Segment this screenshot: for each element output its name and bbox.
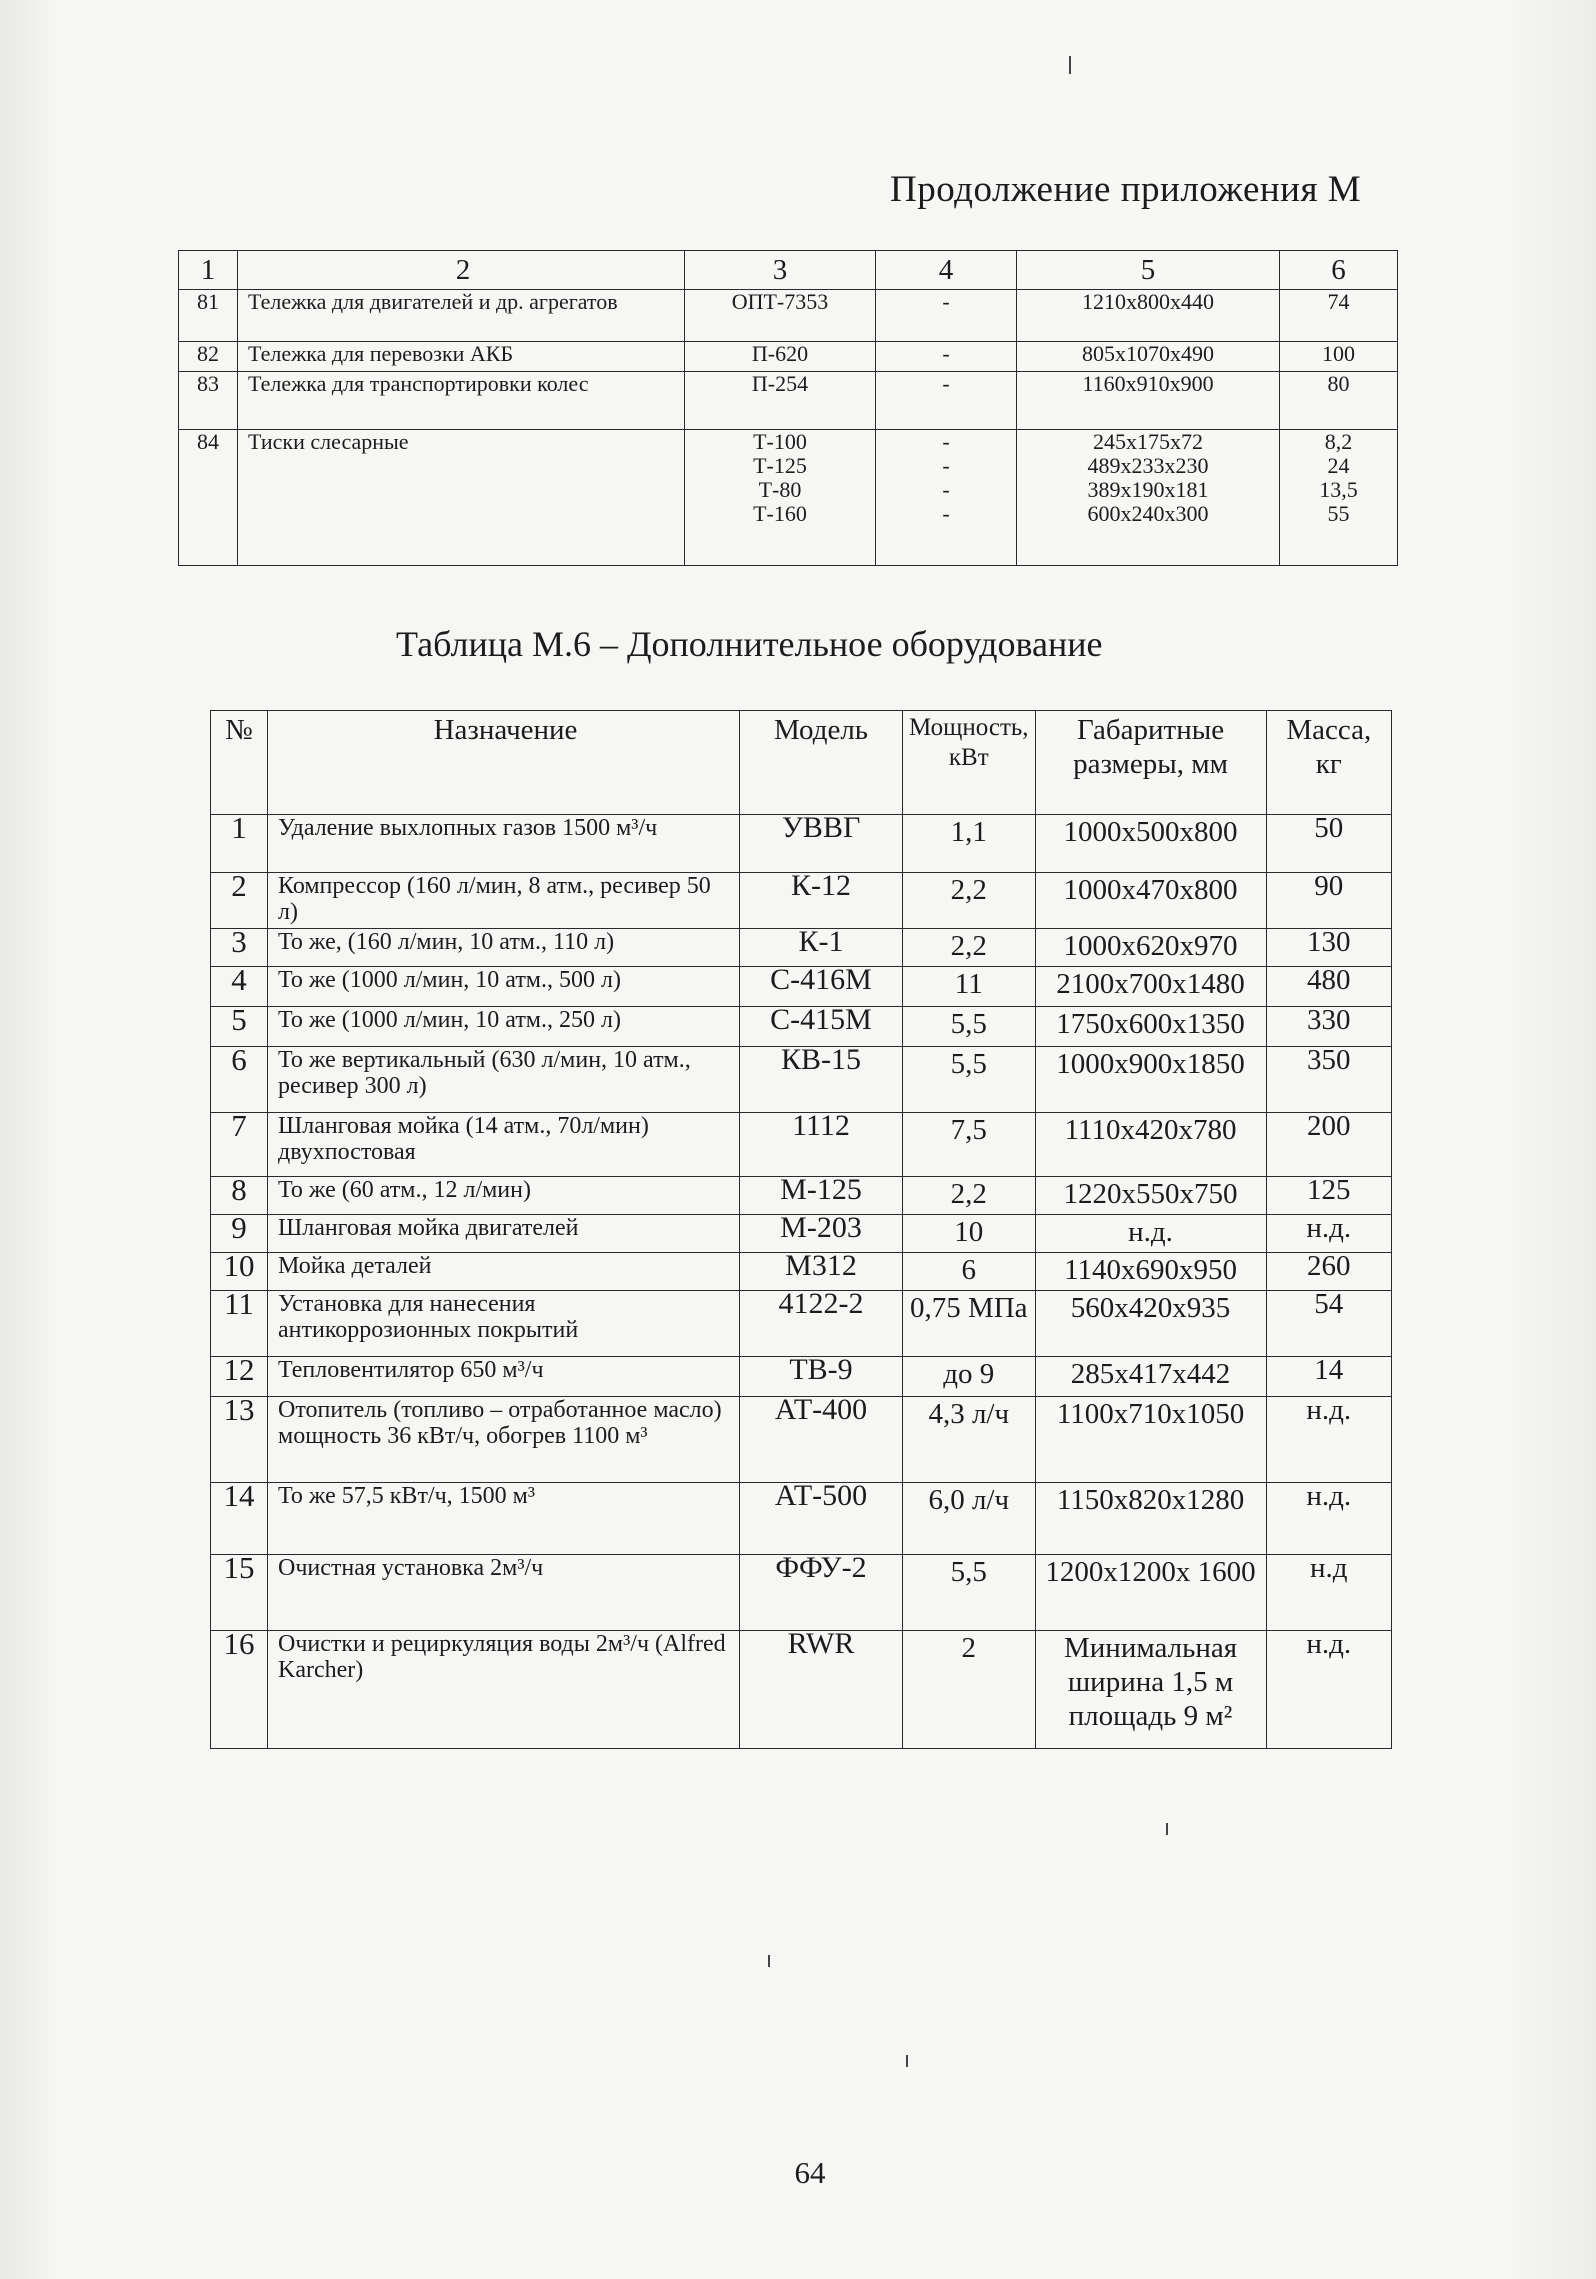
equipment-model: КВ-15 bbox=[740, 1047, 903, 1113]
header-model: Модель bbox=[740, 711, 903, 815]
table-row bbox=[211, 1007, 1392, 1047]
table-row bbox=[211, 1357, 1392, 1397]
equipment-model: К-1 bbox=[740, 929, 903, 967]
equipment-purpose: То же (60 атм., 12 л/мин) bbox=[268, 1177, 740, 1215]
equipment-power: - bbox=[942, 429, 950, 454]
table-row bbox=[211, 1253, 1392, 1291]
table-row bbox=[211, 967, 1392, 1007]
equipment-power-list bbox=[876, 430, 1017, 566]
equipment-model: С-415М bbox=[740, 1007, 903, 1047]
header-dimensions: Габаритные размеры, мм bbox=[1035, 711, 1266, 815]
equipment-purpose: Очистки и рециркуляция воды 2м³/ч (Alfred Karcher) bbox=[268, 1631, 740, 1749]
equipment-name: Тиски слесарные bbox=[238, 430, 685, 566]
equipment-model: RWR bbox=[740, 1631, 903, 1749]
header-purpose: Назначение bbox=[268, 711, 740, 815]
additional-equipment-table bbox=[210, 710, 1392, 1749]
equipment-dimensions: 1200х1200х 1600 bbox=[1035, 1555, 1266, 1631]
equipment-dimensions: 489х233х230 bbox=[1087, 453, 1209, 478]
equipment-power: 11 bbox=[903, 967, 1036, 1007]
equipment-dimensions: 245х175х72 bbox=[1093, 429, 1203, 454]
equipment-name: Тележка для двигателей и др. агрегатов bbox=[238, 290, 685, 342]
equipment-mass: н.д. bbox=[1266, 1483, 1391, 1555]
equipment-model: М-203 bbox=[740, 1215, 903, 1253]
row-number: 14 bbox=[211, 1483, 268, 1555]
equipment-model: 1112 bbox=[740, 1113, 903, 1177]
equipment-power: 6 bbox=[903, 1253, 1036, 1291]
table-header-row bbox=[211, 711, 1392, 815]
equipment-model: Т-100 bbox=[753, 429, 807, 454]
row-number: 10 bbox=[211, 1253, 268, 1291]
equipment-purpose: Отопитель (топливо – отработанное масло) мощность 36 кВт/ч, обогрев 1100 м³ bbox=[268, 1397, 740, 1483]
equipment-purpose: То же 57,5 кВт/ч, 1500 м³ bbox=[268, 1483, 740, 1555]
equipment-purpose: Очистная установка 2м³/ч bbox=[268, 1555, 740, 1631]
row-number: 84 bbox=[179, 430, 238, 566]
equipment-model: Т-125 bbox=[753, 453, 807, 478]
equipment-model: М-125 bbox=[740, 1177, 903, 1215]
equipment-mass: 125 bbox=[1266, 1177, 1391, 1215]
equipment-dimensions: 1000х500х800 bbox=[1035, 815, 1266, 873]
equipment-mass: 350 bbox=[1266, 1047, 1391, 1113]
row-number: 15 bbox=[211, 1555, 268, 1631]
equipment-dimensions: 1000х470х800 bbox=[1035, 873, 1266, 929]
equipment-mass: 260 bbox=[1266, 1253, 1391, 1291]
row-number: 83 bbox=[179, 372, 238, 430]
equipment-mass: 90 bbox=[1266, 873, 1391, 929]
equipment-power: 5,5 bbox=[903, 1555, 1036, 1631]
equipment-dimensions: Минимальная ширина 1,5 м площадь 9 м² bbox=[1035, 1631, 1266, 1749]
table-row bbox=[179, 430, 1398, 566]
equipment-model: С-416М bbox=[740, 967, 903, 1007]
equipment-dimensions: 1750х600х1350 bbox=[1035, 1007, 1266, 1047]
row-number: 8 bbox=[211, 1177, 268, 1215]
table-row bbox=[211, 815, 1392, 873]
row-number: 5 bbox=[211, 1007, 268, 1047]
equipment-power: 5,5 bbox=[903, 1047, 1036, 1113]
equipment-model: УВВГ bbox=[740, 815, 903, 873]
equipment-dimensions: 1150х820х1280 bbox=[1035, 1483, 1266, 1555]
row-number: 13 bbox=[211, 1397, 268, 1483]
equipment-dimensions: 1140х690х950 bbox=[1035, 1253, 1266, 1291]
equipment-dimensions: 600х240х300 bbox=[1087, 501, 1209, 526]
table-row bbox=[211, 1047, 1392, 1113]
equipment-purpose: То же (1000 л/мин, 10 атм., 250 л) bbox=[268, 1007, 740, 1047]
equipment-dimensions: 1220х550х750 bbox=[1035, 1177, 1266, 1215]
table-row bbox=[211, 1215, 1392, 1253]
equipment-purpose: Мойка деталей bbox=[268, 1253, 740, 1291]
equipment-power: - bbox=[942, 477, 950, 502]
equipment-mass: 80 bbox=[1280, 372, 1398, 430]
equipment-model: 4122-2 bbox=[740, 1291, 903, 1357]
equipment-power: 10 bbox=[903, 1215, 1036, 1253]
equipment-dimensions: 1000х620х970 bbox=[1035, 929, 1266, 967]
equipment-power: 0,75 МПа bbox=[903, 1291, 1036, 1357]
equipment-mass: 13,5 bbox=[1319, 477, 1358, 502]
equipment-mass: 100 bbox=[1280, 342, 1398, 372]
equipment-power: - bbox=[876, 290, 1017, 342]
column-number-row bbox=[179, 251, 1398, 290]
header-number: № bbox=[211, 711, 268, 815]
table-row bbox=[179, 342, 1398, 372]
equipment-dimensions: 1160х910х900 bbox=[1017, 372, 1280, 430]
equipment-table-continued bbox=[178, 250, 1398, 566]
equipment-model: ОПТ-7353 bbox=[685, 290, 876, 342]
scan-mark bbox=[906, 2055, 908, 2067]
equipment-dimensions: 805х1070х490 bbox=[1017, 342, 1280, 372]
equipment-mass: 24 bbox=[1327, 453, 1350, 478]
equipment-power: - bbox=[876, 372, 1017, 430]
equipment-name: Тележка для транспортировки колес bbox=[238, 372, 685, 430]
equipment-model: П-254 bbox=[685, 372, 876, 430]
table-row bbox=[211, 1555, 1392, 1631]
header-power: Мощность, кВт bbox=[903, 711, 1036, 815]
table-row bbox=[211, 1113, 1392, 1177]
row-number: 1 bbox=[211, 815, 268, 873]
equipment-mass: 55 bbox=[1327, 501, 1350, 526]
equipment-mass: 130 bbox=[1266, 929, 1391, 967]
equipment-mass: н.д bbox=[1266, 1555, 1391, 1631]
equipment-model: АТ-500 bbox=[740, 1483, 903, 1555]
equipment-mass: 330 bbox=[1266, 1007, 1391, 1047]
equipment-purpose: Тепловентилятор 650 м³/ч bbox=[268, 1357, 740, 1397]
table-title: Таблица М.6 – Дополнительное оборудование bbox=[396, 624, 1103, 664]
equipment-mass: н.д. bbox=[1266, 1397, 1391, 1483]
equipment-dimensions-list bbox=[1017, 430, 1280, 566]
equipment-power: 2,2 bbox=[903, 1177, 1036, 1215]
row-number: 9 bbox=[211, 1215, 268, 1253]
equipment-model: Т-80 bbox=[758, 477, 802, 502]
equipment-power: 1,1 bbox=[903, 815, 1036, 873]
equipment-mass: 200 bbox=[1266, 1113, 1391, 1177]
equipment-model: П-620 bbox=[685, 342, 876, 372]
equipment-mass: 54 bbox=[1266, 1291, 1391, 1357]
equipment-power: 2,2 bbox=[903, 873, 1036, 929]
equipment-dimensions: 285х417х442 bbox=[1035, 1357, 1266, 1397]
equipment-model-list bbox=[685, 430, 876, 566]
scan-mark bbox=[1166, 1823, 1168, 1835]
equipment-purpose: Удаление выхлопных газов 1500 м³/ч bbox=[268, 815, 740, 873]
equipment-power: до 9 bbox=[903, 1357, 1036, 1397]
table-row bbox=[211, 1631, 1392, 1749]
equipment-purpose: То же, (160 л/мин, 10 атм., 110 л) bbox=[268, 929, 740, 967]
equipment-model: ТВ-9 bbox=[740, 1357, 903, 1397]
scan-mark bbox=[768, 1955, 770, 1967]
table-row bbox=[211, 1177, 1392, 1215]
equipment-dimensions: 1210х800х440 bbox=[1017, 290, 1280, 342]
row-number: 12 bbox=[211, 1357, 268, 1397]
equipment-mass: 480 bbox=[1266, 967, 1391, 1007]
equipment-mass: н.д. bbox=[1266, 1215, 1391, 1253]
equipment-power: 5,5 bbox=[903, 1007, 1036, 1047]
table-row bbox=[211, 873, 1392, 929]
equipment-purpose: То же (1000 л/мин, 10 атм., 500 л) bbox=[268, 967, 740, 1007]
equipment-mass: н.д. bbox=[1266, 1631, 1391, 1749]
page-number: 64 bbox=[794, 2155, 826, 2190]
row-number: 3 bbox=[211, 929, 268, 967]
equipment-dimensions: н.д. bbox=[1035, 1215, 1266, 1253]
equipment-mass: 74 bbox=[1280, 290, 1398, 342]
row-number: 16 bbox=[211, 1631, 268, 1749]
row-number: 82 bbox=[179, 342, 238, 372]
scan-mark bbox=[1069, 56, 1071, 74]
equipment-mass: 8,2 bbox=[1324, 429, 1353, 454]
equipment-mass: 14 bbox=[1266, 1357, 1391, 1397]
equipment-name: Тележка для перевозки АКБ bbox=[238, 342, 685, 372]
equipment-model: Т-160 bbox=[753, 501, 807, 526]
equipment-model: К-12 bbox=[740, 873, 903, 929]
table-row bbox=[179, 372, 1398, 430]
equipment-purpose: Установка для нанесения антикоррозионных покрытий bbox=[268, 1291, 740, 1357]
continuation-heading: Продолжение приложения М bbox=[890, 169, 1362, 210]
row-number: 7 bbox=[211, 1113, 268, 1177]
header-mass: Масса, кг bbox=[1266, 711, 1391, 815]
column-number: 5 bbox=[1017, 251, 1280, 290]
row-number: 11 bbox=[211, 1291, 268, 1357]
equipment-power: 7,5 bbox=[903, 1113, 1036, 1177]
column-number: 2 bbox=[238, 251, 685, 290]
column-number: 6 bbox=[1280, 251, 1398, 290]
equipment-model: ФФУ-2 bbox=[740, 1555, 903, 1631]
equipment-mass: 50 bbox=[1266, 815, 1391, 873]
equipment-mass-list bbox=[1280, 430, 1398, 566]
equipment-purpose: Шланговая мойка (14 атм., 70л/мин) двухпостовая bbox=[268, 1113, 740, 1177]
row-number: 2 bbox=[211, 873, 268, 929]
equipment-power: 6,0 л/ч bbox=[903, 1483, 1036, 1555]
equipment-dimensions: 1000х900х1850 bbox=[1035, 1047, 1266, 1113]
row-number: 81 bbox=[179, 290, 238, 342]
column-number: 1 bbox=[179, 251, 238, 290]
equipment-dimensions: 1100х710х1050 bbox=[1035, 1397, 1266, 1483]
table-row bbox=[179, 290, 1398, 342]
equipment-model: АТ-400 bbox=[740, 1397, 903, 1483]
column-number: 4 bbox=[876, 251, 1017, 290]
equipment-power: 2 bbox=[903, 1631, 1036, 1749]
equipment-power: 4,3 л/ч bbox=[903, 1397, 1036, 1483]
equipment-power: - bbox=[942, 501, 950, 526]
table-row bbox=[211, 1291, 1392, 1357]
row-number: 4 bbox=[211, 967, 268, 1007]
equipment-power: - bbox=[876, 342, 1017, 372]
table-body bbox=[211, 810, 1392, 1749]
equipment-dimensions: 1110х420х780 bbox=[1035, 1113, 1266, 1177]
equipment-power: 2,2 bbox=[903, 929, 1036, 967]
column-number: 3 bbox=[685, 251, 876, 290]
equipment-dimensions: 2100х700х1480 bbox=[1035, 967, 1266, 1007]
equipment-purpose: Компрессор (160 л/мин, 8 атм., ресивер 50 л) bbox=[268, 873, 740, 929]
equipment-power: - bbox=[942, 453, 950, 478]
equipment-model: М312 bbox=[740, 1253, 903, 1291]
table-row bbox=[211, 929, 1392, 967]
equipment-purpose: То же вертикальный (630 л/мин, 10 атм., ресивер 300 л) bbox=[268, 1047, 740, 1113]
table-row bbox=[211, 1483, 1392, 1555]
equipment-purpose: Шланговая мойка двигателей bbox=[268, 1215, 740, 1253]
table-row bbox=[211, 1397, 1392, 1483]
row-number: 6 bbox=[211, 1047, 268, 1113]
equipment-dimensions: 389х190х181 bbox=[1087, 477, 1209, 502]
equipment-dimensions: 560х420х935 bbox=[1035, 1291, 1266, 1357]
